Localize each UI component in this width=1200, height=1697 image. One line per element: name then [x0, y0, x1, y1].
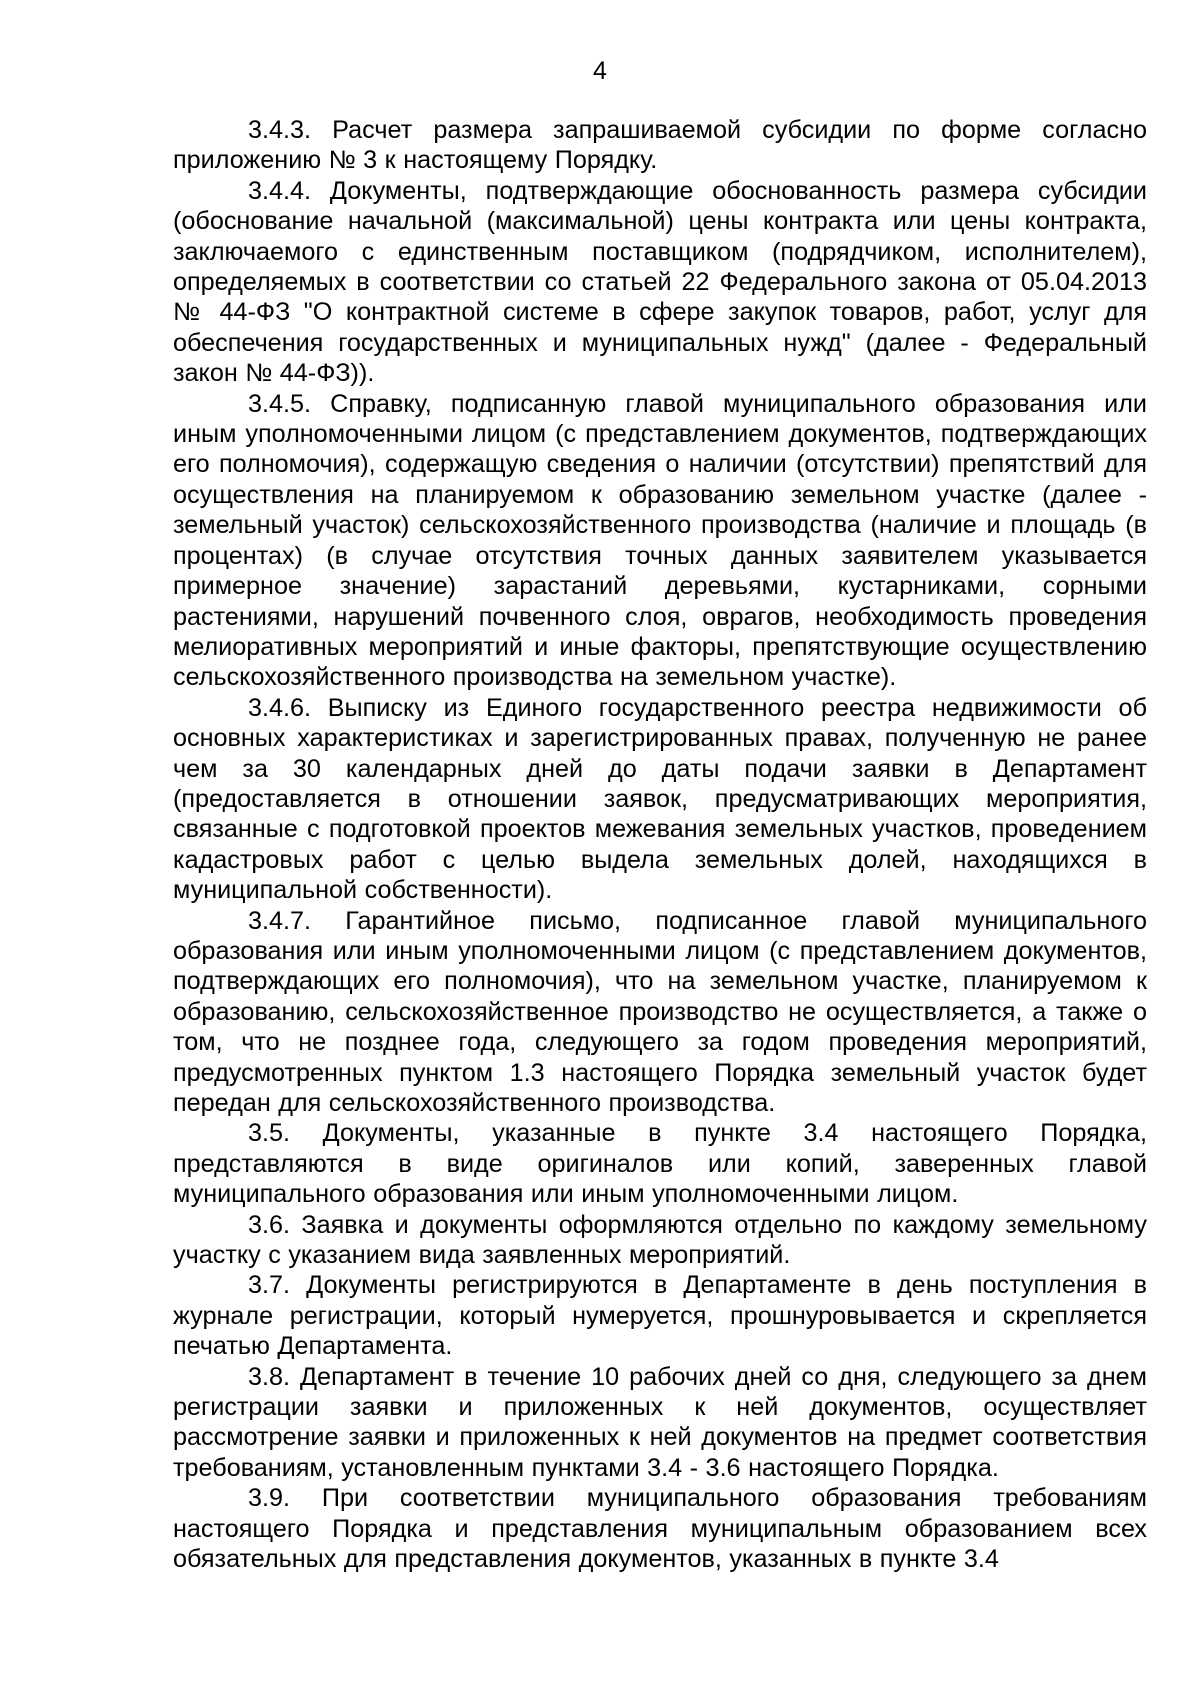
document-body [173, 115, 1147, 1575]
paragraph-3-4-7: 3.4.7. Гарантийное письмо, подписанное главой муниципального образования или иным уполномоченными лицом (с представлением документов, подтверждающих его полномочия), что на земельном участке, планируемом к образованию, сельскохозяйственное производство не осуществляется, а также о том, что не позднее года, следующего за годом проведения мероприятий, предусмотренных пунктом 1.3 настоящего Порядка земельный участок будет передан для сельскохозяйственного производства. [173, 906, 1147, 1117]
paragraph-3-4-5: 3.4.5. Справку, подписанную главой муниципального образования или иным уполномоченными лицом (с представлением документов, подтверждающих его полномочия), содержащую сведения о наличии (отсутствии) препятствий для осуществления на планируемом к образованию земельном участке (далее - земельный участок) сельскохозяйственного производства (наличие и площадь (в процентах) (в случае отсутствия точных данных заявителем указывается примерное значение) зарастаний деревьями, кустарниками, сорными растениями, нарушений почвенного слоя, оврагов, необходимость проведения мелиоративных мероприятий и иные факторы, препятствующие осуществлению сельскохозяйственного производства на земельном участке). [173, 389, 1147, 692]
paragraph-3-5: 3.5. Документы, указанные в пункте 3.4 настоящего Порядка, представляются в виде оригиналов или копий, заверенных главой муниципального образования или иным уполномоченными лицом. [173, 1119, 1147, 1209]
paragraph-3-7: 3.7. Документы регистрируются в Департаменте в день поступления в журнале регистрации, который нумеруется, прошнуровывается и скрепляется печатью Департамента. [173, 1271, 1147, 1361]
paragraph-3-9: 3.9. При соответствии муниципального образования требованиям настоящего Порядка и представления муниципальным образованием всех обязательных для представления документов, указанных в пункте 3.4 [173, 1484, 1147, 1574]
paragraph-3-4-4: 3.4.4. Документы, подтверждающие обоснованность размера субсидии (обоснование начальной (максимальной) цены контракта или цены контракта, заключаемого с единственным поставщиком (подрядчиком, исполнителем), определяемых в соответствии со статьей 22 Федерального закона от 05.04.2013 № 44-ФЗ "О контрактной системе в сфере закупок товаров, работ, услуг для обеспечения государственных и муниципальных нужд" (далее - Федеральный закон № 44-ФЗ)). [173, 176, 1147, 388]
paragraph-3-4-6: 3.4.6. Выписку из Единого государственного реестра недвижимости об основных характеристиках и зарегистрированных правах, полученную не ранее чем за 30 календарных дней до даты подачи заявки в Департамент (предоставляется в отношении заявок, предусматривающих мероприятия, связанные с подготовкой проектов межевания земельных участков, проведением кадастровых работ с целью выдела земельных долей, находящихся в муниципальной собственности). [173, 693, 1147, 905]
paragraph-3-8: 3.8. Департамент в течение 10 рабочих дней со дня, следующего за днем регистрации заявки и приложенных к ней документов, осуществляет рассмотрение заявки и приложенных к ней документов на предмет соответствия требованиям, установленным пунктами 3.4 - 3.6 настоящего Порядка. [173, 1362, 1147, 1482]
page-number: 4 [593, 57, 607, 85]
paragraph-3-4-3: 3.4.3. Расчет размера запрашиваемой субсидии по форме согласно приложению № 3 к настоящему Порядку. [173, 116, 1147, 175]
paragraph-3-6: 3.6. Заявка и документы оформляются отдельно по каждому земельному участку с указанием вида заявленных мероприятий. [173, 1210, 1147, 1270]
